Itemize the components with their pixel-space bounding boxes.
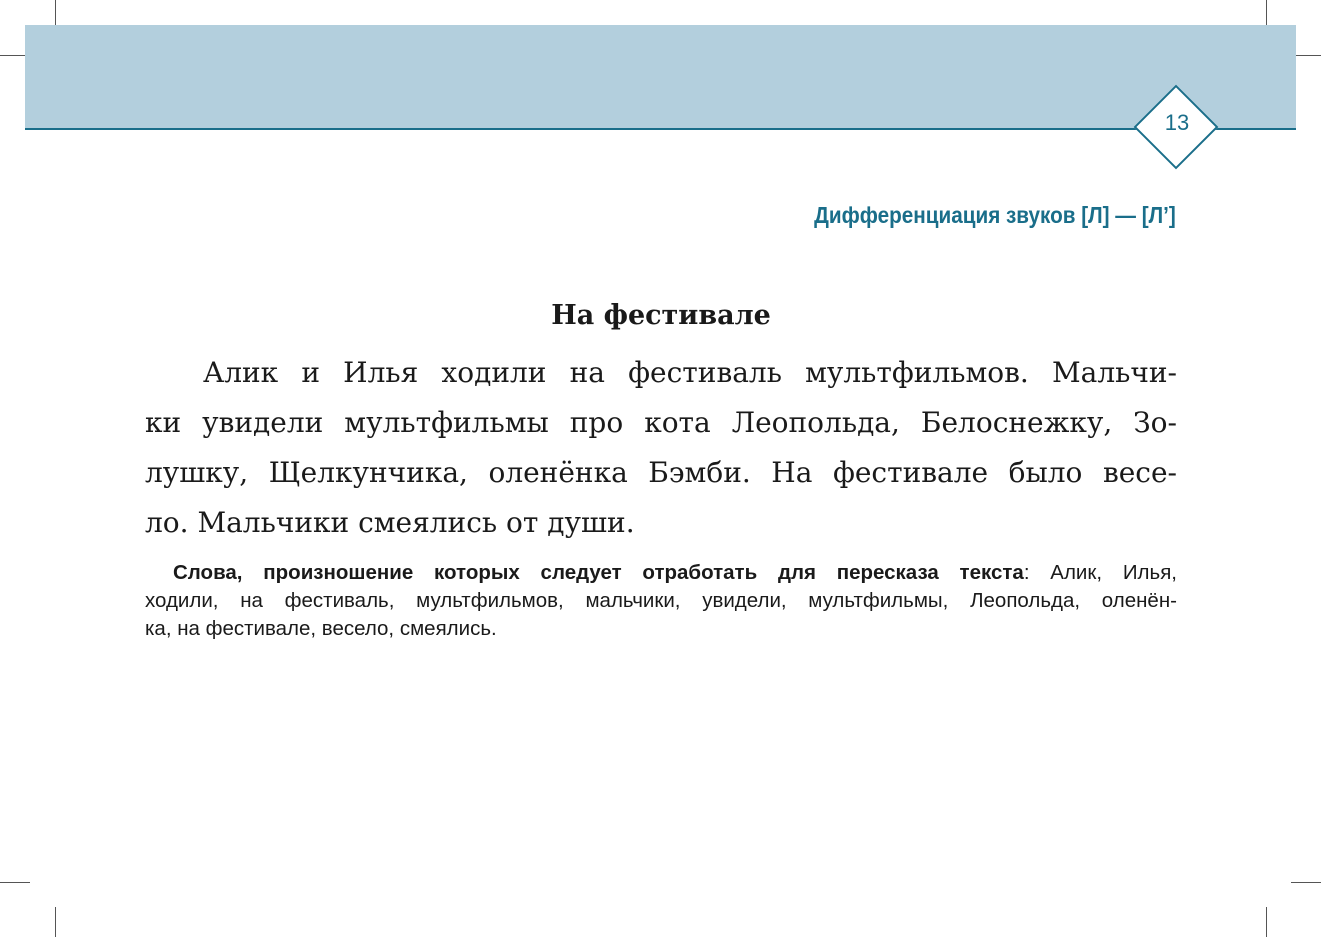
crop-mark [1266,907,1267,937]
story-line: ки увидели мультфильмы про кота Леопольда, Белоснежку, Зо- [145,406,1177,439]
story-text [145,348,1177,548]
crop-mark [1291,882,1321,883]
note-line: ка, на фестивале, весело, смеялись. [145,617,497,640]
crop-mark [55,907,56,937]
header-band [25,25,1296,129]
note-words: : Алик, Илья, [1023,561,1177,584]
page-number: 13 [1164,110,1190,135]
note-line: ходили, на фестиваль, мультфильмов, мальчики, увидели, мультфильмы, Леопольда, оленён- [145,589,1177,612]
crop-mark [0,882,30,883]
story-line: лушку, Щелкунчика, оленёнка Бэмби. На фестивале было весе- [145,456,1177,489]
story-line: ло. Мальчики смеялись от души. [145,506,635,539]
retelling-note [145,559,1177,643]
note-label: Слова, произношение которых следует отработать для пересказа текста [173,561,1024,584]
section-title: Дифференциация звуков [Л] — [Л’] [814,202,1176,228]
note-line [145,559,1177,587]
story-title: На фестивале [551,300,771,331]
story-line: Алик и Илья ходили на фестиваль мультфильмов. Мальчи- [203,356,1177,389]
header-rule [25,128,1296,130]
